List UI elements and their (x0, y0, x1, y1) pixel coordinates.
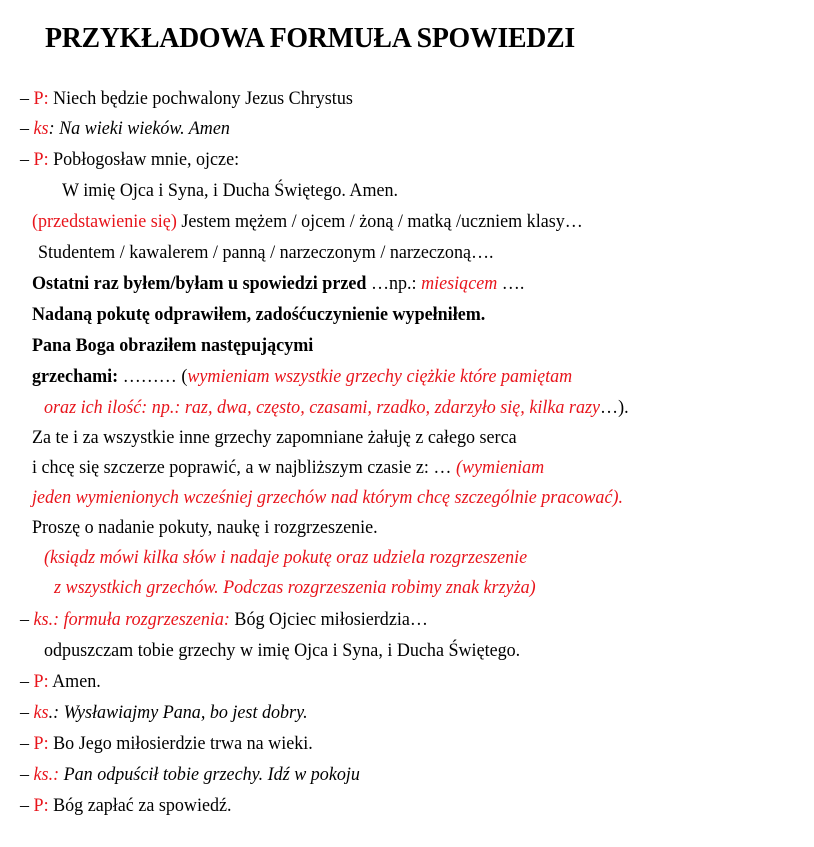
dash: – (20, 764, 34, 785)
dialogue-line (32, 427, 517, 449)
stage-note: (wymieniam (455, 457, 545, 478)
dialogue-line (20, 733, 313, 755)
line-text: Bóg zapłać za spowiedź. (48, 795, 232, 816)
dash: – (20, 795, 34, 816)
dash: – (20, 609, 34, 630)
line-text: Jestem mężem / ojcem / żoną / matką /uczniem klasy… (176, 211, 583, 232)
line-text: Amen. (48, 671, 101, 692)
line-text: Bo Jego miłosierdzie trwa na wieki. (48, 733, 313, 754)
dialogue-line (32, 273, 524, 295)
dialogue-line (54, 577, 536, 599)
speaker-label: P: (33, 88, 49, 109)
dialogue-line (32, 457, 544, 479)
dialogue-line (44, 640, 520, 662)
stage-note: oraz ich ilość: np.: raz, dwa, często, czasami, rzadko, zdarzyło się, kilka razy (44, 397, 601, 418)
dialogue-line (20, 795, 232, 817)
dash: – (20, 702, 34, 723)
dash: – (20, 118, 34, 139)
line-text: Za te i za wszystkie inne grzechy zapomniane żałuję z całego serca (32, 427, 517, 448)
speaker-label: ks.: formuła rozgrzeszenia: (33, 609, 230, 630)
bold-text: Pana Boga obraziłem następującymi (32, 335, 314, 356)
dialogue-line (44, 397, 629, 419)
dialogue-line (38, 242, 494, 264)
dialogue-line (20, 671, 101, 693)
dialogue-line (20, 149, 239, 171)
line-tail: …. (497, 273, 525, 294)
dash: – (20, 733, 34, 754)
line-text: W imię Ojca i Syna, i Ducha Świętego. Amen. (62, 180, 399, 201)
speaker-label: P: (33, 795, 49, 816)
speaker-label: ks (33, 702, 49, 723)
bold-text: Ostatni raz byłem/byłam u spowiedzi przed (32, 273, 367, 294)
page-title: PRZYKŁADOWA FORMUŁA SPOWIEDZI (45, 22, 575, 54)
line-tail: …). (600, 397, 629, 418)
line-text: Studentem / kawalerem / panną / narzeczonym / narzeczoną…. (38, 242, 494, 263)
line-text: odpuszczam tobie grzechy w imię Ojca i Syna, i Ducha Świętego. (44, 640, 521, 661)
bold-text: Nadaną pokutę odprawiłem, zadośćuczynienie wypełniłem. (32, 304, 486, 325)
stage-note: jeden wymienionych wcześniej grzechów nad którym chcę szczególnie pracować). (32, 487, 623, 508)
speaker-label: ks (33, 118, 49, 139)
dialogue-line (32, 517, 378, 539)
dash: – (20, 671, 34, 692)
line-text: …np.: (366, 273, 422, 294)
line-text: Bóg Ojciec miłosierdzia… (229, 609, 428, 630)
stage-note: z wszystkich grzechów. Podczas rozgrzeszenia robimy znak krzyża) (54, 577, 536, 598)
dialogue-line (20, 702, 308, 724)
line-text: Pobłogosław mnie, ojcze: (48, 149, 240, 170)
dialogue-line (32, 335, 313, 357)
dialogue-line (62, 180, 398, 202)
dash: – (20, 149, 34, 170)
line-text: Proszę o nadanie pokuty, naukę i rozgrzeszenie. (32, 517, 378, 538)
dialogue-line (20, 764, 360, 786)
speaker-label: P: (33, 671, 49, 692)
line-text: ……… ( (118, 366, 188, 387)
speaker-label: P: (33, 733, 49, 754)
stage-note: (ksiądz mówi kilka słów i nadaje pokutę oraz udziela rozgrzeszenie (44, 547, 528, 568)
stage-note: miesiącem (421, 273, 498, 294)
line-text: Niech będzie pochwalony Jezus Chrystus (48, 88, 353, 109)
dialogue-line (32, 487, 623, 509)
speaker-label: ks.: (33, 764, 60, 785)
dialogue-line (32, 366, 572, 388)
stage-note: (przedstawienie się) (32, 211, 177, 232)
speaker-label: P: (33, 149, 49, 170)
line-text: : Na wieki wieków. Amen (48, 118, 230, 139)
dialogue-line (32, 304, 485, 326)
stage-note: wymieniam wszystkie grzechy ciężkie które pamiętam (187, 366, 573, 387)
line-text: i chcę się szczerze poprawić, a w najbliższym czasie z: … (32, 457, 456, 478)
dash: – (20, 88, 34, 109)
line-text: .: Wysławiajmy Pana, bo jest dobry. (48, 702, 308, 723)
dialogue-line (20, 88, 353, 110)
bold-text: grzechami: (32, 366, 119, 387)
dialogue-line (32, 211, 583, 233)
dialogue-line (20, 609, 428, 631)
dialogue-line (20, 118, 230, 140)
dialogue-line (44, 547, 527, 569)
line-text: Pan odpuścił tobie grzechy. Idź w pokoju (59, 764, 360, 785)
